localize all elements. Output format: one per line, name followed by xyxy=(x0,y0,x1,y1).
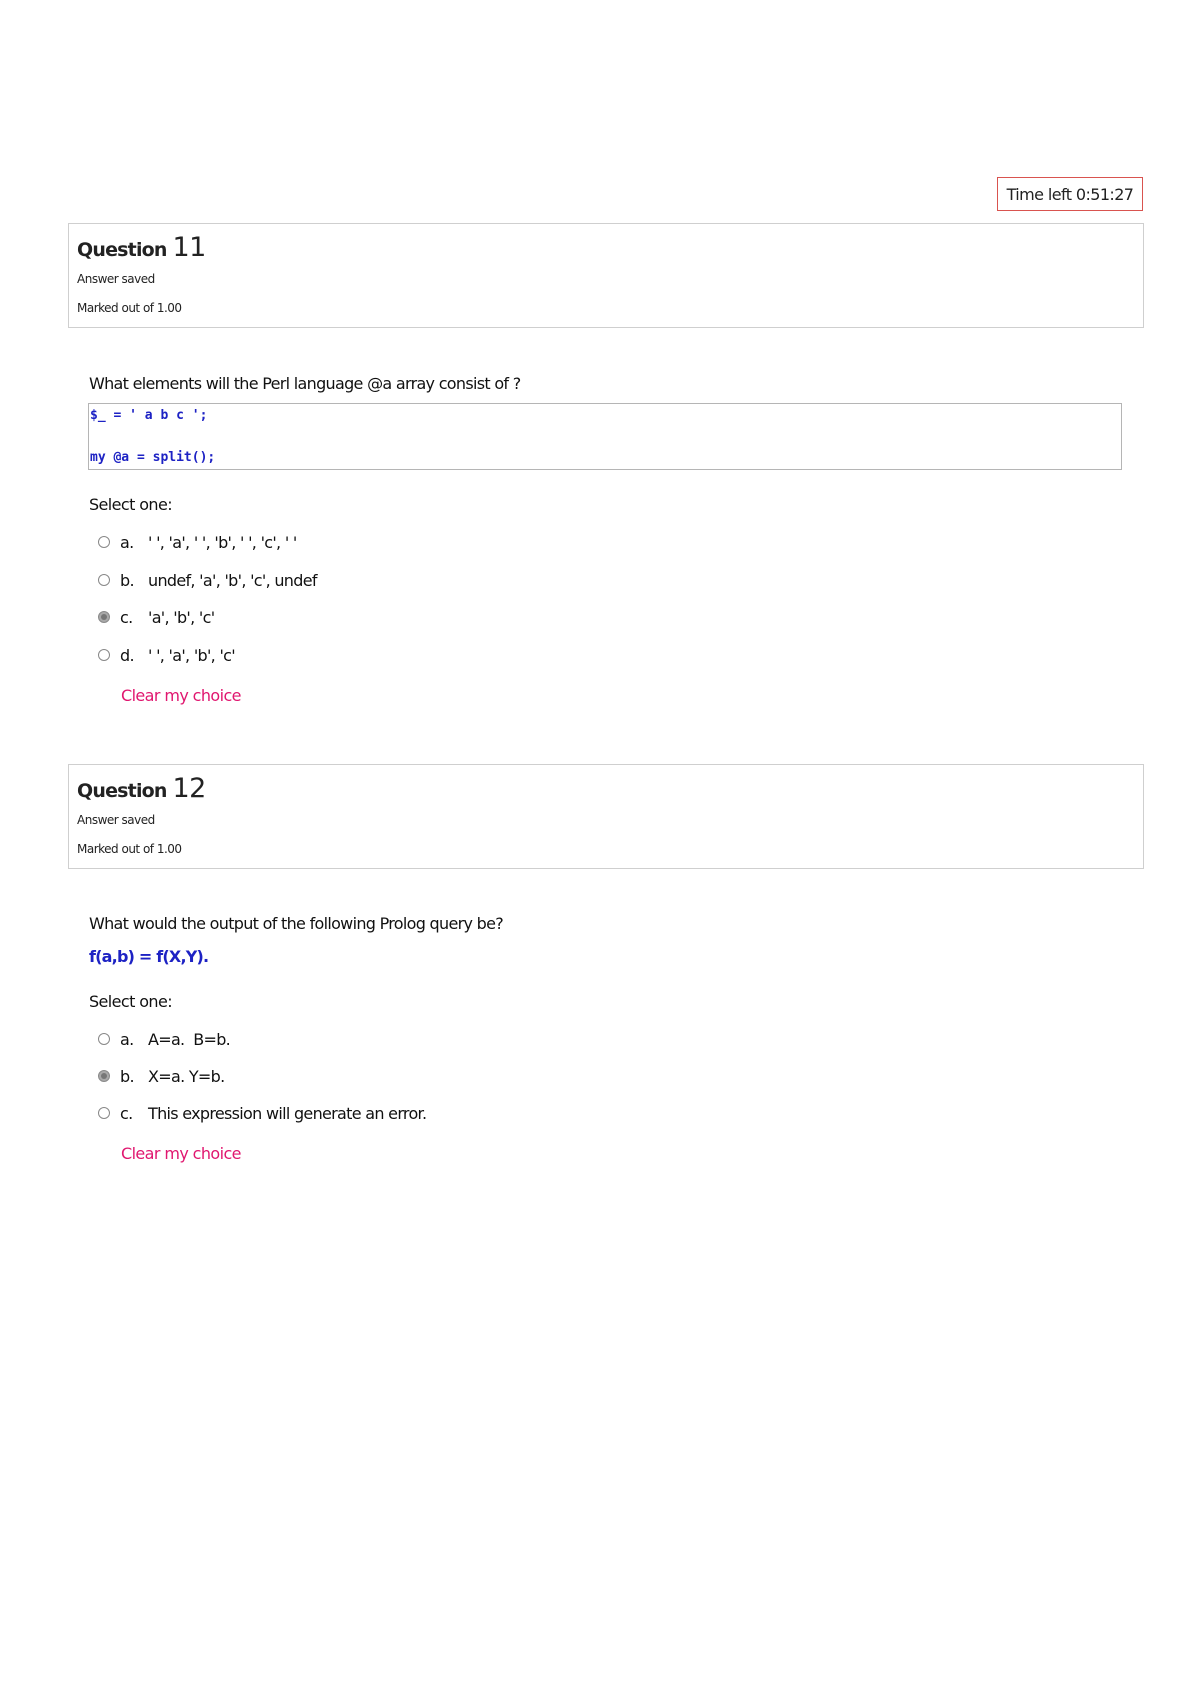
code-block xyxy=(88,403,1122,470)
code-line: my @a = split(); xyxy=(90,450,216,465)
answer-option-c[interactable] xyxy=(98,606,214,628)
question-title xyxy=(77,773,206,804)
question-grade: Marked out of 1.00 xyxy=(77,842,182,856)
select-one-label: Select one: xyxy=(89,992,173,1011)
answer-option-a[interactable] xyxy=(98,531,297,553)
answer-option-d[interactable] xyxy=(98,644,235,666)
question-grade: Marked out of 1.00 xyxy=(77,301,182,315)
code-line: $_ = ' a b c '; xyxy=(90,408,208,423)
radio-button[interactable] xyxy=(98,649,110,661)
timer-label: Time left 0:51:27 xyxy=(1006,184,1134,204)
answer-option-a[interactable] xyxy=(98,1028,230,1050)
radio-button[interactable] xyxy=(98,574,110,586)
radio-button-selected[interactable] xyxy=(98,611,110,623)
radio-button[interactable] xyxy=(98,1033,110,1045)
option-letter: a. xyxy=(120,532,134,552)
clear-my-choice-link[interactable]: Clear my choice xyxy=(121,686,241,705)
option-letter: b. xyxy=(120,570,134,590)
question-title-word: Question xyxy=(77,239,167,261)
option-text[interactable]: undef, 'a', 'b', 'c', undef xyxy=(148,570,317,590)
question-state: Answer saved xyxy=(77,813,155,827)
clear-my-choice-link[interactable]: Clear my choice xyxy=(121,1144,241,1163)
option-text[interactable]: X=a. Y=b. xyxy=(148,1066,225,1086)
option-letter: b. xyxy=(120,1066,134,1086)
question-info-box xyxy=(68,764,1144,869)
answer-option-b[interactable] xyxy=(98,569,317,591)
answer-option-b[interactable] xyxy=(98,1065,224,1087)
option-text[interactable]: 'a', 'b', 'c' xyxy=(148,607,215,627)
question-state: Answer saved xyxy=(77,272,155,286)
option-letter: d. xyxy=(120,645,134,665)
option-letter: c. xyxy=(120,1103,133,1123)
question-title xyxy=(77,232,206,263)
option-text[interactable]: A=a. B=b. xyxy=(148,1029,231,1049)
option-letter: c. xyxy=(120,607,133,627)
question-number: 12 xyxy=(172,773,206,804)
prolog-query-code: f(a,b) = f(X,Y). xyxy=(89,947,209,966)
select-one-label: Select one: xyxy=(89,495,173,514)
question-info-box xyxy=(68,223,1144,328)
radio-button[interactable] xyxy=(98,1107,110,1119)
option-letter: a. xyxy=(120,1029,134,1049)
option-text[interactable]: This expression will generate an error. xyxy=(148,1103,427,1123)
question-prompt: What would the output of the following Prolog query be? xyxy=(89,914,504,933)
question-number: 11 xyxy=(172,232,206,263)
option-text[interactable]: ' ', 'a', 'b', 'c' xyxy=(148,645,235,665)
option-text[interactable]: ' ', 'a', ' ', 'b', ' ', 'c', ' ' xyxy=(148,532,297,552)
question-title-word: Question xyxy=(77,780,167,802)
answer-option-c[interactable] xyxy=(98,1102,426,1124)
radio-button[interactable] xyxy=(98,536,110,548)
radio-button-selected[interactable] xyxy=(98,1070,110,1082)
time-left-timer xyxy=(997,177,1143,211)
question-prompt: What elements will the Perl language @a array consist of ? xyxy=(89,374,521,393)
